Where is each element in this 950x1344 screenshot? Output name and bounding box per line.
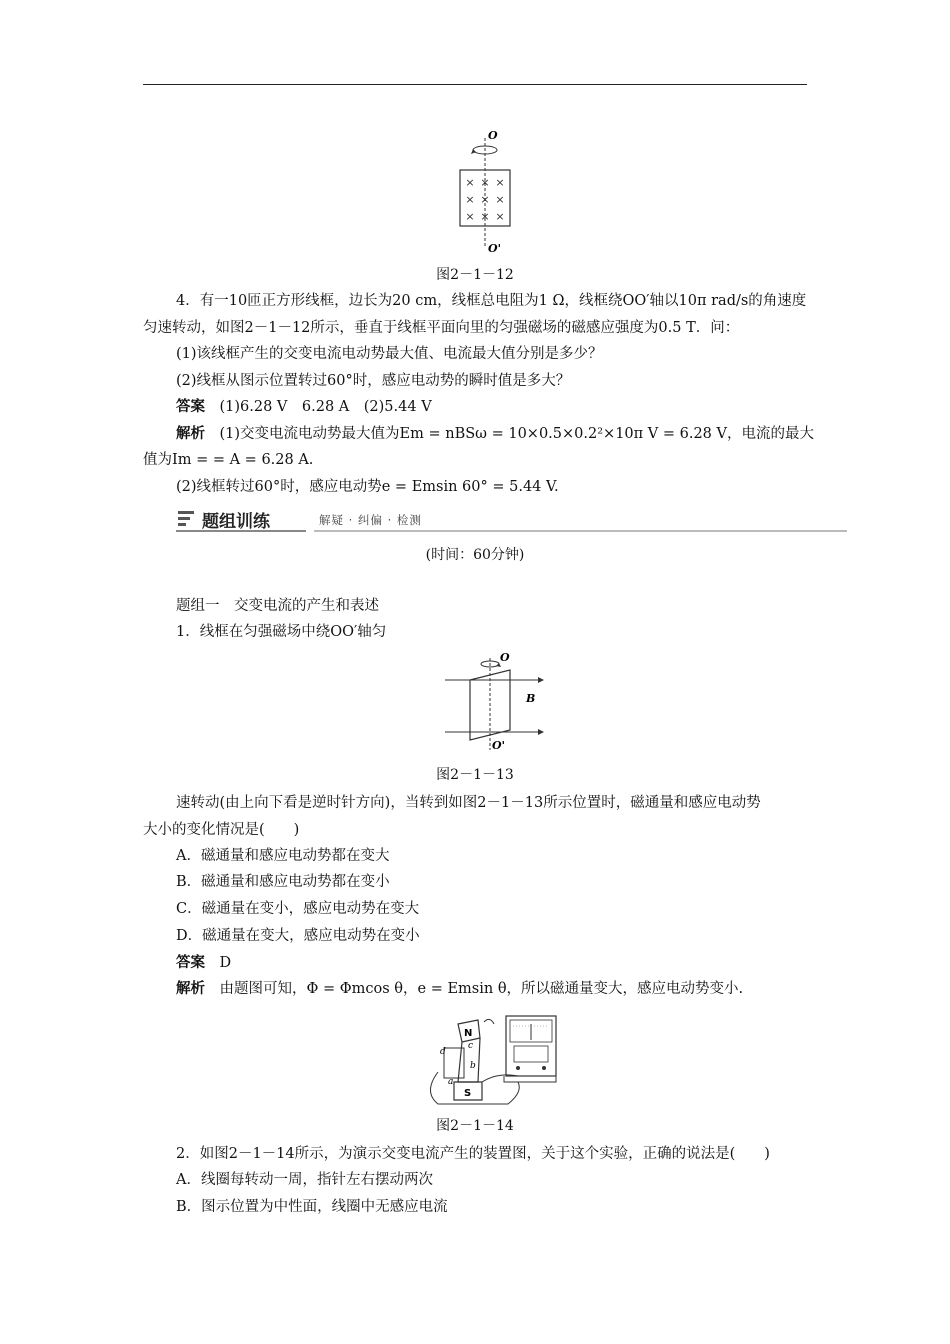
figure-2-1-12 [450,128,520,258]
problem1-answer [176,953,231,973]
problem4-q2: (2)线框从图示位置转过60°时，感应电动势的瞬时值是多大？ [176,373,571,389]
section-underline [314,530,847,532]
coil-label-b: b [470,1061,476,1071]
problem4-stem-line1: 4．有一10匝正方形线框，边长为20 cm，线框总电阻为1 Ω，线框绕OO′轴以10π rad/s的角速度 [176,293,807,309]
problem4-stem-line2: 匀速转动，如图2－1－12所示，垂直于线框平面向里的匀强磁场的磁感应强度为0.5 T．问： [143,320,740,336]
axis-label-top: O [500,651,510,664]
svg-text:×: × [495,176,505,189]
problem4-answer [176,397,432,417]
problem2-option-b: B．图示位置为中性面，线圈中无感应电流 [176,1199,448,1215]
time-note: (时间：60分钟) [425,547,525,563]
svg-text:×: × [495,193,505,206]
figure-caption: 图2－1－13 [436,767,514,783]
group1-title: 题组一 交变电流的产生和表述 [176,598,379,614]
svg-text:×: × [480,176,490,189]
answer-text: D [219,955,232,971]
section-title-box [176,506,306,532]
figure-caption: 图2－1－12 [436,267,514,283]
magnet-pole-S: S [464,1088,472,1099]
axis-label-bottom: O' [488,242,501,255]
analysis-text: (1)交变电流电动势最大值为Em = nBSω = 10×0.5×0.2²×10π V = 6.28 V，电流的最大 [219,426,814,442]
problem1-stem-line2: 速转动(由上向下看是逆时针方向)，当转到如图2－1－13所示位置时，磁通量和感应电动势 [176,795,761,811]
svg-text:×: × [480,193,490,206]
problem4-analysis-line3: (2)线框转过60°时，感应电动势e = Emsin 60° = 5.44 V. [176,479,559,495]
answer-label: 答案 [176,398,205,415]
axis-label-top: O [488,129,498,142]
analysis-text: 由题图可知，Φ = Φmcos θ，e = Emsin θ，所以磁通量变大，感应电动势变小. [219,981,744,997]
coil-label-c: c [468,1041,474,1051]
section-subtitle: 解疑 · 纠偏 · 检测 [319,513,422,527]
problem4-q1: (1)该线框产生的交变电流电动势最大值、电流最大值分别是多少？ [176,346,603,362]
header-rule [143,84,807,85]
magnet-pole-N: N [464,1028,473,1039]
stripes-icon [178,511,196,527]
problem1-stem-line3: 大小的变化情况是( ) [143,822,300,838]
section-title: 题组训练 [202,512,270,532]
problem4-analysis-line2: 值为Im = = A = 6.28 A. [143,452,314,468]
figure-caption: 图2－1－14 [436,1118,514,1134]
problem4-analysis-line1 [176,424,814,444]
coil-label-a: a [448,1077,454,1087]
problem1-analysis [176,979,743,999]
analysis-label: 解析 [176,980,205,997]
answer-text: (1)6.28 V 6.28 A (2)5.44 V [219,399,432,415]
problem1-option-d: D．磁通量在变大，感应电动势在变小 [176,928,420,944]
figure-2-1-14 [418,1012,568,1108]
problem2-option-a: A．线圈每转动一周，指针左右摆动两次 [176,1172,433,1188]
answer-label: 答案 [176,954,205,971]
coil-label-d: d [440,1047,446,1057]
axis-label-bottom: O' [492,739,505,752]
field-label-B: B [526,692,536,705]
svg-text:×: × [465,176,475,189]
figure-2-1-13 [440,650,550,755]
problem2-stem: 2．如图2－1－14所示，为演示交变电流产生的装置图，关于这个实验，正确的说法是( ) [176,1146,770,1162]
problem1-option-a: A．磁通量和感应电动势都在变大 [176,848,390,864]
svg-text:×: × [495,210,505,223]
problem1-stem-line1: 1．线框在匀强磁场中绕OO′轴匀 [176,624,387,640]
problem1-option-b: B．磁通量和感应电动势都在变小 [176,874,390,890]
problem1-option-c: C．磁通量在变小，感应电动势在变大 [176,901,420,917]
analysis-label: 解析 [176,425,205,442]
svg-text:×: × [465,193,475,206]
svg-text:×: × [465,210,475,223]
svg-text:×: × [480,210,490,223]
section-header [176,506,847,532]
